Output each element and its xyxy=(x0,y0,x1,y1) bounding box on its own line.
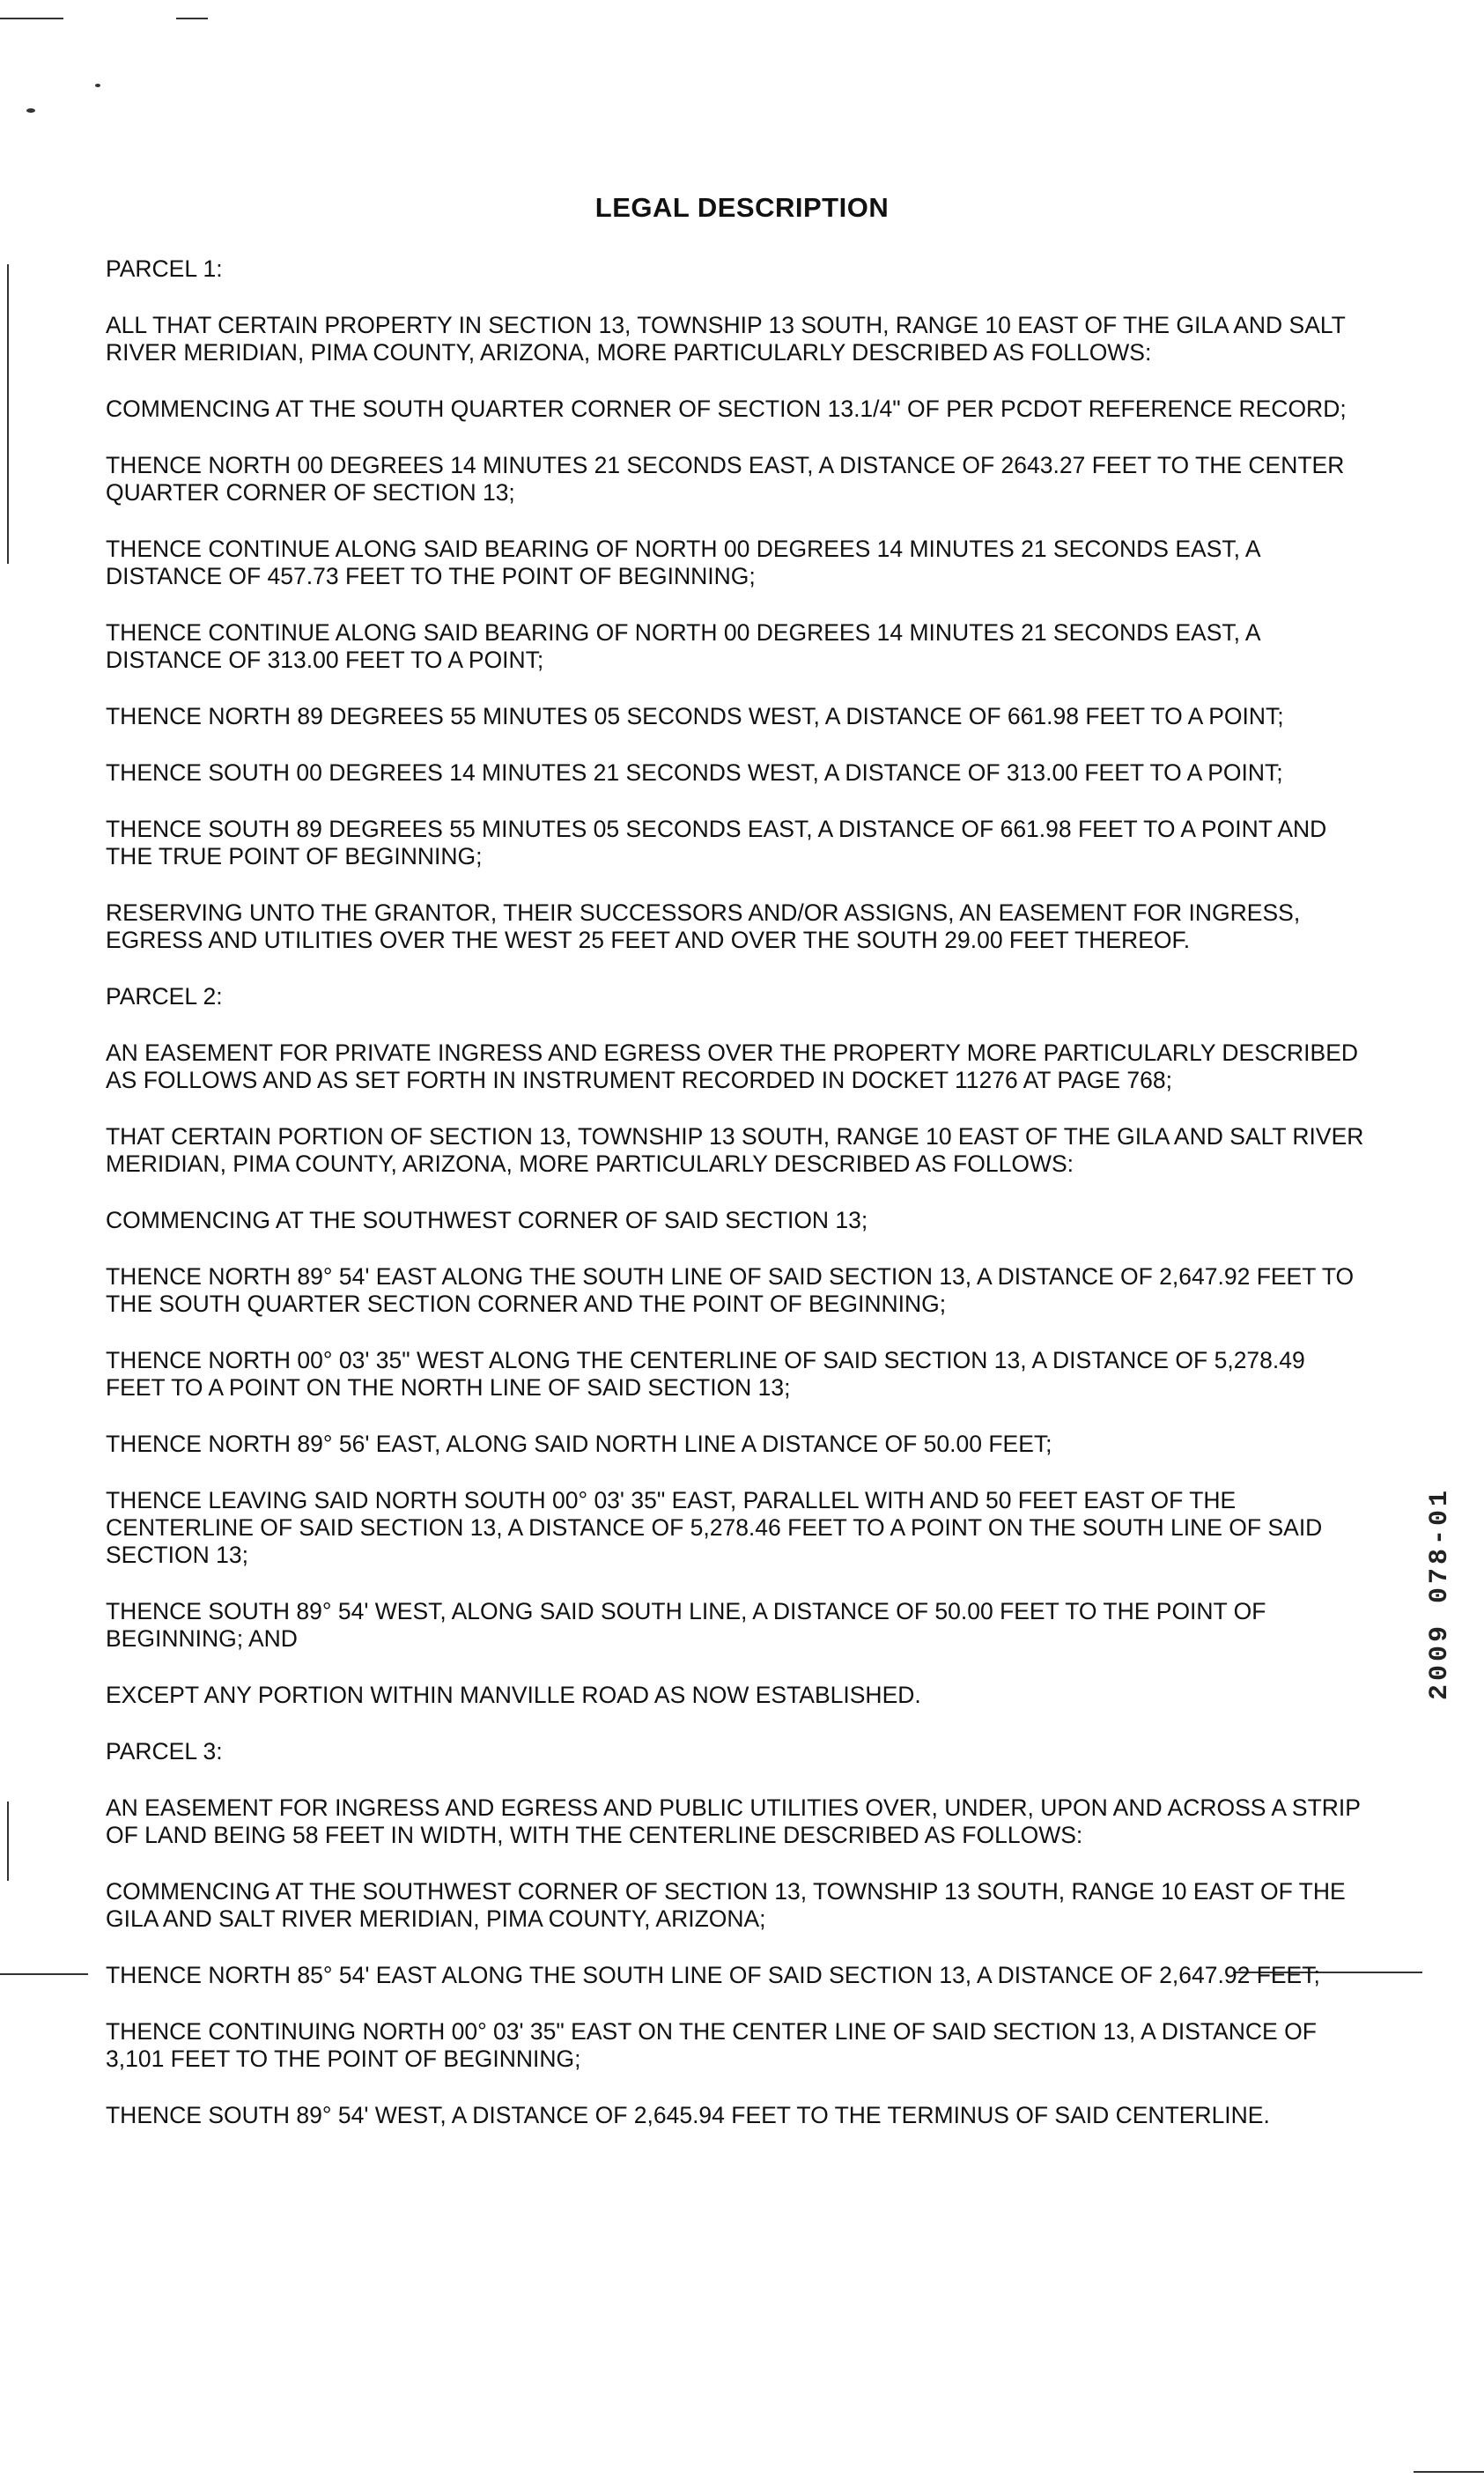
paragraph: COMMENCING AT THE SOUTH QUARTER CORNER OF SECTION 13.1/4" OF PER PCDOT REFERENCE RECORD; xyxy=(106,396,1347,422)
paragraph: AN EASEMENT FOR PRIVATE INGRESS AND EGRESS OVER THE PROPERTY MORE PARTICULARLY DESCRIBED AS FOLLOWS AND AS SET FORTH IN INSTRUMENT RECORDED IN DOCKET 11276 AT PAGE 768; xyxy=(106,1040,1359,1093)
scan-mark-dash xyxy=(0,1973,88,1975)
parcel-2-heading: PARCEL 2: xyxy=(106,983,223,1010)
paragraph: THENCE CONTINUE ALONG SAID BEARING OF NORTH 00 DEGREES 14 MINUTES 21 SECONDS EAST, A DISTANCE OF 313.00 FEET TO A POINT; xyxy=(106,619,1260,673)
paragraph: COMMENCING AT THE SOUTHWEST CORNER OF SAID SECTION 13; xyxy=(106,1207,868,1233)
paragraph: THENCE SOUTH 89° 54' WEST, A DISTANCE OF 2,645.94 FEET TO THE TERMINUS OF SAID CENTERLINE. xyxy=(106,2102,1270,2128)
paragraph: ALL THAT CERTAIN PROPERTY IN SECTION 13, TOWNSHIP 13 SOUTH, RANGE 10 EAST OF THE GILA AND SALT RIVER MERIDIAN, PIMA COUNTY, ARIZONA, MORE PARTICULARLY DESCRIBED AS FOLLOWS: xyxy=(106,312,1346,366)
paragraph: THENCE LEAVING SAID NORTH SOUTH 00° 03' 35" EAST, PARALLEL WITH AND 50 FEET EAST OF THE CENTERLINE OF SAID SECTION 13, A DISTANCE OF 5,278.46 FEET TO A POINT ON THE SOUTH LINE OF SAID SECTION 13; xyxy=(106,1487,1323,1568)
scan-speck xyxy=(95,84,100,87)
paragraph: THENCE SOUTH 89° 54' WEST, ALONG SAID SOUTH LINE, A DISTANCE OF 50.00 FEET TO THE POINT OF BEGINNING; AND xyxy=(106,1598,1266,1652)
legal-description-body xyxy=(106,255,1365,2158)
paragraph: THENCE CONTINUE ALONG SAID BEARING OF NORTH 00 DEGREES 14 MINUTES 21 SECONDS EAST, A DISTANCE OF 457.73 FEET TO THE POINT OF BEGINNING; xyxy=(106,536,1260,589)
paragraph: AN EASEMENT FOR INGRESS AND EGRESS AND PUBLIC UTILITIES OVER, UNDER, UPON AND ACROSS A STRIP OF LAND BEING 58 FEET IN WIDTH, WITH THE CENTERLINE DESCRIBED AS FOLLOWS: xyxy=(106,1794,1361,1848)
paragraph: THENCE NORTH 89° 56' EAST, ALONG SAID NORTH LINE A DISTANCE OF 50.00 FEET; xyxy=(106,1431,1052,1457)
paragraph: THENCE NORTH 85° 54' EAST ALONG THE SOUTH LINE OF SAID SECTION 13, A DISTANCE OF 2,647.92 FEET; xyxy=(106,1962,1320,1988)
paragraph: EXCEPT ANY PORTION WITHIN MANVILLE ROAD AS NOW ESTABLISHED. xyxy=(106,1682,921,1708)
scan-speck xyxy=(26,108,35,113)
paragraph: THENCE SOUTH 00 DEGREES 14 MINUTES 21 SECONDS WEST, A DISTANCE OF 313.00 FEET TO A POINT; xyxy=(106,759,1283,786)
paragraph: THAT CERTAIN PORTION OF SECTION 13, TOWNSHIP 13 SOUTH, RANGE 10 EAST OF THE GILA AND SALT RIVER MERIDIAN, PIMA COUNTY, ARIZONA, MORE PARTICULARLY DESCRIBED AS FOLLOWS: xyxy=(106,1123,1364,1177)
paragraph: RESERVING UNTO THE GRANTOR, THEIR SUCCESSORS AND/OR ASSIGNS, AN EASEMENT FOR INGRESS, EGRESS AND UTILITIES OVER THE WEST 25 FEET AND OVER THE SOUTH 29.00 FEET THEREOF. xyxy=(106,899,1301,953)
paragraph: THENCE NORTH 00 DEGREES 14 MINUTES 21 SECONDS EAST, A DISTANCE OF 2643.27 FEET TO THE CENTER QUARTER CORNER OF SECTION 13; xyxy=(106,452,1345,506)
recording-number-text: 2009 078-01 xyxy=(1425,1486,1455,1700)
paragraph: THENCE NORTH 00° 03' 35" WEST ALONG THE CENTERLINE OF SAID SECTION 13, A DISTANCE OF 5,278.49 FEET TO A POINT ON THE NORTH LINE OF SAID SECTION 13; xyxy=(106,1347,1305,1401)
paragraph: THENCE NORTH 89° 54' EAST ALONG THE SOUTH LINE OF SAID SECTION 13, A DISTANCE OF 2,647.92 FEET TO THE SOUTH QUARTER SECTION CORNER AND THE POINT OF BEGINNING; xyxy=(106,1263,1355,1317)
scan-mark-bottom-right xyxy=(1414,2471,1484,2473)
paragraph: THENCE CONTINUING NORTH 00° 03' 35" EAST ON THE CENTER LINE OF SAID SECTION 13, A DISTANCE OF 3,101 FEET TO THE POINT OF BEGINNING; xyxy=(106,2018,1317,2072)
scan-mark-top-left xyxy=(0,18,63,19)
document-title: LEGAL DESCRIPTION xyxy=(594,192,890,223)
recording-number-stamp xyxy=(1418,1396,1471,1705)
paragraph: COMMENCING AT THE SOUTHWEST CORNER OF SECTION 13, TOWNSHIP 13 SOUTH, RANGE 10 EAST OF THE GILA AND SALT RIVER MERIDIAN, PIMA COUNTY, ARIZONA; xyxy=(106,1878,1346,1932)
scan-mark-left-margin xyxy=(7,264,9,564)
paragraph: THENCE NORTH 89 DEGREES 55 MINUTES 05 SECONDS WEST, A DISTANCE OF 661.98 FEET TO A POINT; xyxy=(106,703,1284,729)
scan-mark-top xyxy=(176,18,208,19)
parcel-1-heading: PARCEL 1: xyxy=(106,255,223,282)
scan-mark-left-margin xyxy=(7,1802,9,1881)
paragraph: THENCE SOUTH 89 DEGREES 55 MINUTES 05 SECONDS EAST, A DISTANCE OF 661.98 FEET TO A POINT AND THE TRUE POINT OF BEGINNING; xyxy=(106,816,1327,869)
parcel-3-heading: PARCEL 3: xyxy=(106,1738,223,1765)
